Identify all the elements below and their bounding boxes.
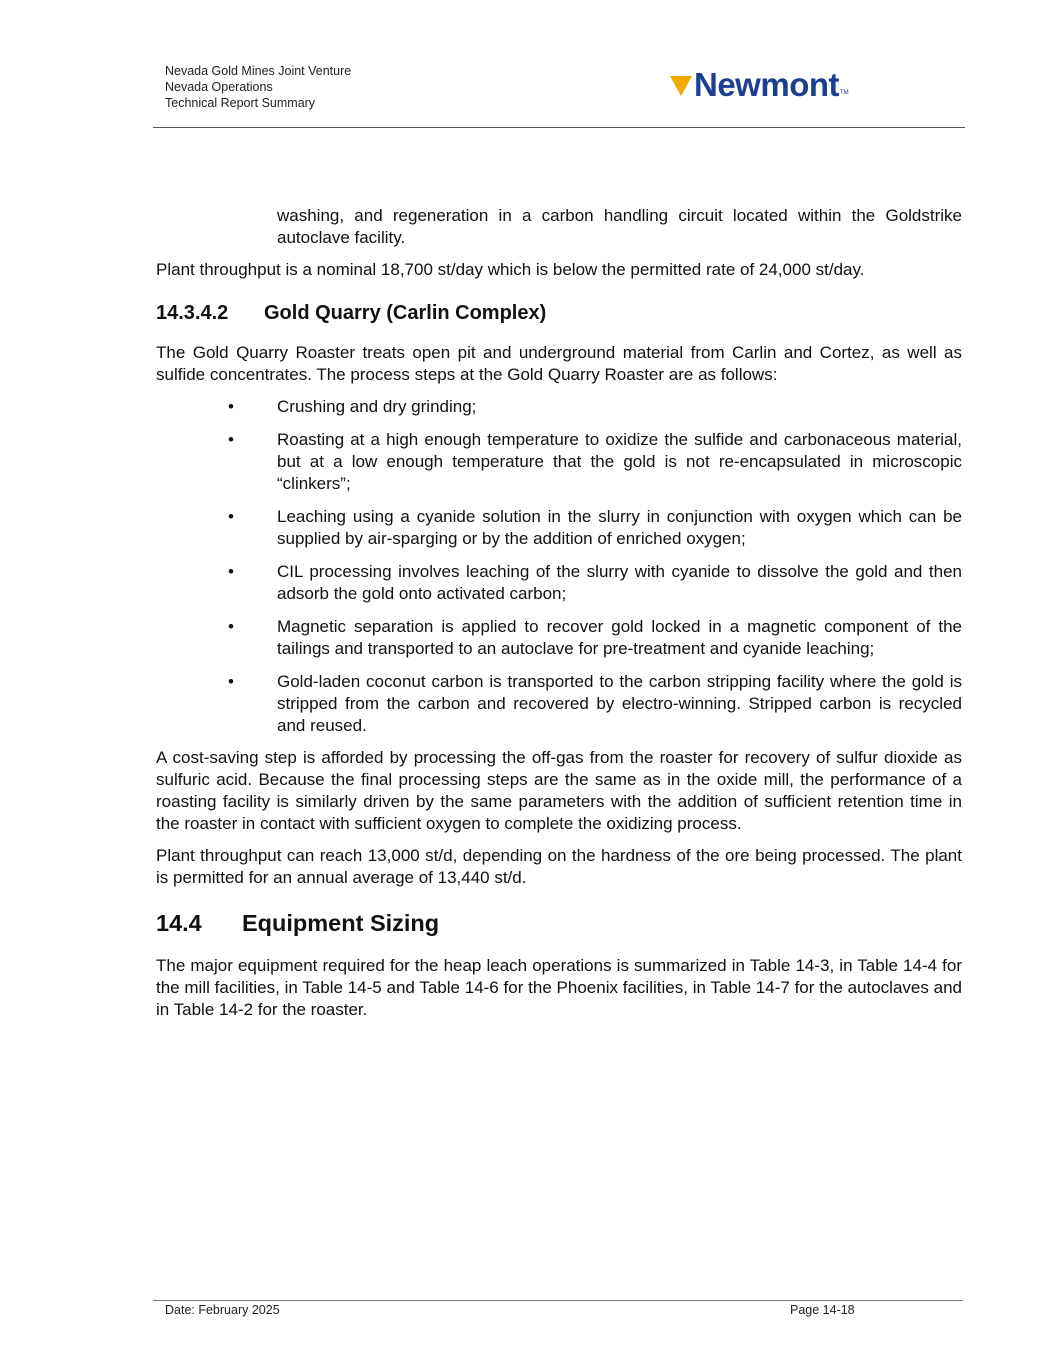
header-operations: Nevada Operations bbox=[165, 80, 273, 94]
logo-trademark: TM bbox=[840, 90, 849, 96]
list-item-text: CIL processing involves leaching of the slurry with cyanide to dissolve the gold and then adsorb the gold onto activated carbon; bbox=[277, 562, 962, 603]
list-item bbox=[156, 561, 962, 605]
list-item-text: Magnetic separation is applied to recover gold locked in a magnetic component of the tailings and transported to an autoclave for pre-treatment and cyanide leaching; bbox=[277, 617, 962, 658]
list-item-text: Gold-laden coconut carbon is transported to the carbon stripping facility where the gold is stripped from the carbon and recovered by electro-winning. Stripped carbon is recycled and reused. bbox=[277, 672, 962, 735]
newmont-logo bbox=[670, 68, 849, 102]
header-company: Nevada Gold Mines Joint Venture bbox=[165, 64, 352, 78]
list-item-text: Leaching using a cyanide solution in the slurry in conjunction with oxygen which can be supplied by air-sparging or by the addition of enriched oxygen; bbox=[277, 507, 962, 548]
section-title: Gold Quarry (Carlin Complex) bbox=[264, 302, 547, 324]
gold-quarry-intro-paragraph: The Gold Quarry Roaster treats open pit and underground material from Carlin and Cortez, as well as sulfide concentrates. The process steps at the Gold Quarry Roaster are as follows: bbox=[156, 343, 962, 384]
logo-chevron-icon bbox=[670, 76, 692, 96]
header-report-type: Technical Report Summary bbox=[165, 96, 316, 110]
process-steps-list bbox=[156, 396, 962, 737]
section-number: 14.3.4.2 bbox=[156, 302, 229, 324]
list-item-text: Crushing and dry grinding; bbox=[277, 397, 477, 416]
page-body bbox=[156, 205, 962, 1031]
header-divider bbox=[153, 127, 965, 128]
list-item-text: Roasting at a high enough temperature to oxidize the sulfide and carbonaceous material, but at a low enough temperature that the gold is not re-encapsulated in microscopic “clinkers”; bbox=[277, 430, 962, 493]
section-number: 14.4 bbox=[156, 910, 202, 936]
section-heading-14-4 bbox=[156, 909, 962, 937]
list-item bbox=[156, 616, 962, 660]
footer-page-number: Page 14-18 bbox=[790, 1303, 855, 1317]
section-title: Equipment Sizing bbox=[242, 910, 440, 936]
goldstrike-throughput-paragraph: Plant throughput is a nominal 18,700 st/day which is below the permitted rate of 24,000 st/day. bbox=[156, 260, 865, 279]
bullet-icon: • bbox=[228, 430, 234, 449]
continuation-paragraph: washing, and regeneration in a carbon handling circuit located within the Goldstrike autoclave facility. bbox=[277, 206, 962, 247]
footer-date: Date: February 2025 bbox=[165, 1303, 280, 1317]
bullet-icon: • bbox=[228, 507, 234, 526]
header-text-block bbox=[165, 63, 351, 111]
gold-quarry-throughput-paragraph: Plant throughput can reach 13,000 st/d, depending on the hardness of the ore being processed. The plant is permitted for an annual average of 13,440 st/d. bbox=[156, 846, 962, 887]
cost-saving-paragraph: A cost-saving step is afforded by processing the off-gas from the roaster for recovery of sulfur dioxide as sulfuric acid. Because the final processing steps are the same as in the oxide mill, the performance of a roasting facility is similarly driven by the same parameters with the addition of sufficient retention time in the roaster in contact with sufficient oxygen to complete the oxidizing process. bbox=[156, 748, 962, 833]
bullet-icon: • bbox=[228, 397, 234, 416]
bullet-icon: • bbox=[228, 562, 234, 581]
list-item bbox=[156, 396, 962, 418]
bullet-icon: • bbox=[228, 617, 234, 636]
equipment-sizing-paragraph: The major equipment required for the heap leach operations is summarized in Table 14-3, in Table 14-4 for the mill facilities, in Table 14-5 and Table 14-6 for the Phoenix facilities, in Table 14-7 for the autoclaves and in Table 14-2 for the roaster. bbox=[156, 956, 962, 1019]
list-item bbox=[156, 506, 962, 550]
list-item bbox=[156, 671, 962, 737]
logo-wordmark: Newmont bbox=[694, 66, 839, 103]
bullet-icon: • bbox=[228, 672, 234, 691]
list-item bbox=[156, 429, 962, 495]
section-heading-14-3-4-2 bbox=[156, 301, 962, 325]
footer-divider bbox=[153, 1300, 963, 1301]
